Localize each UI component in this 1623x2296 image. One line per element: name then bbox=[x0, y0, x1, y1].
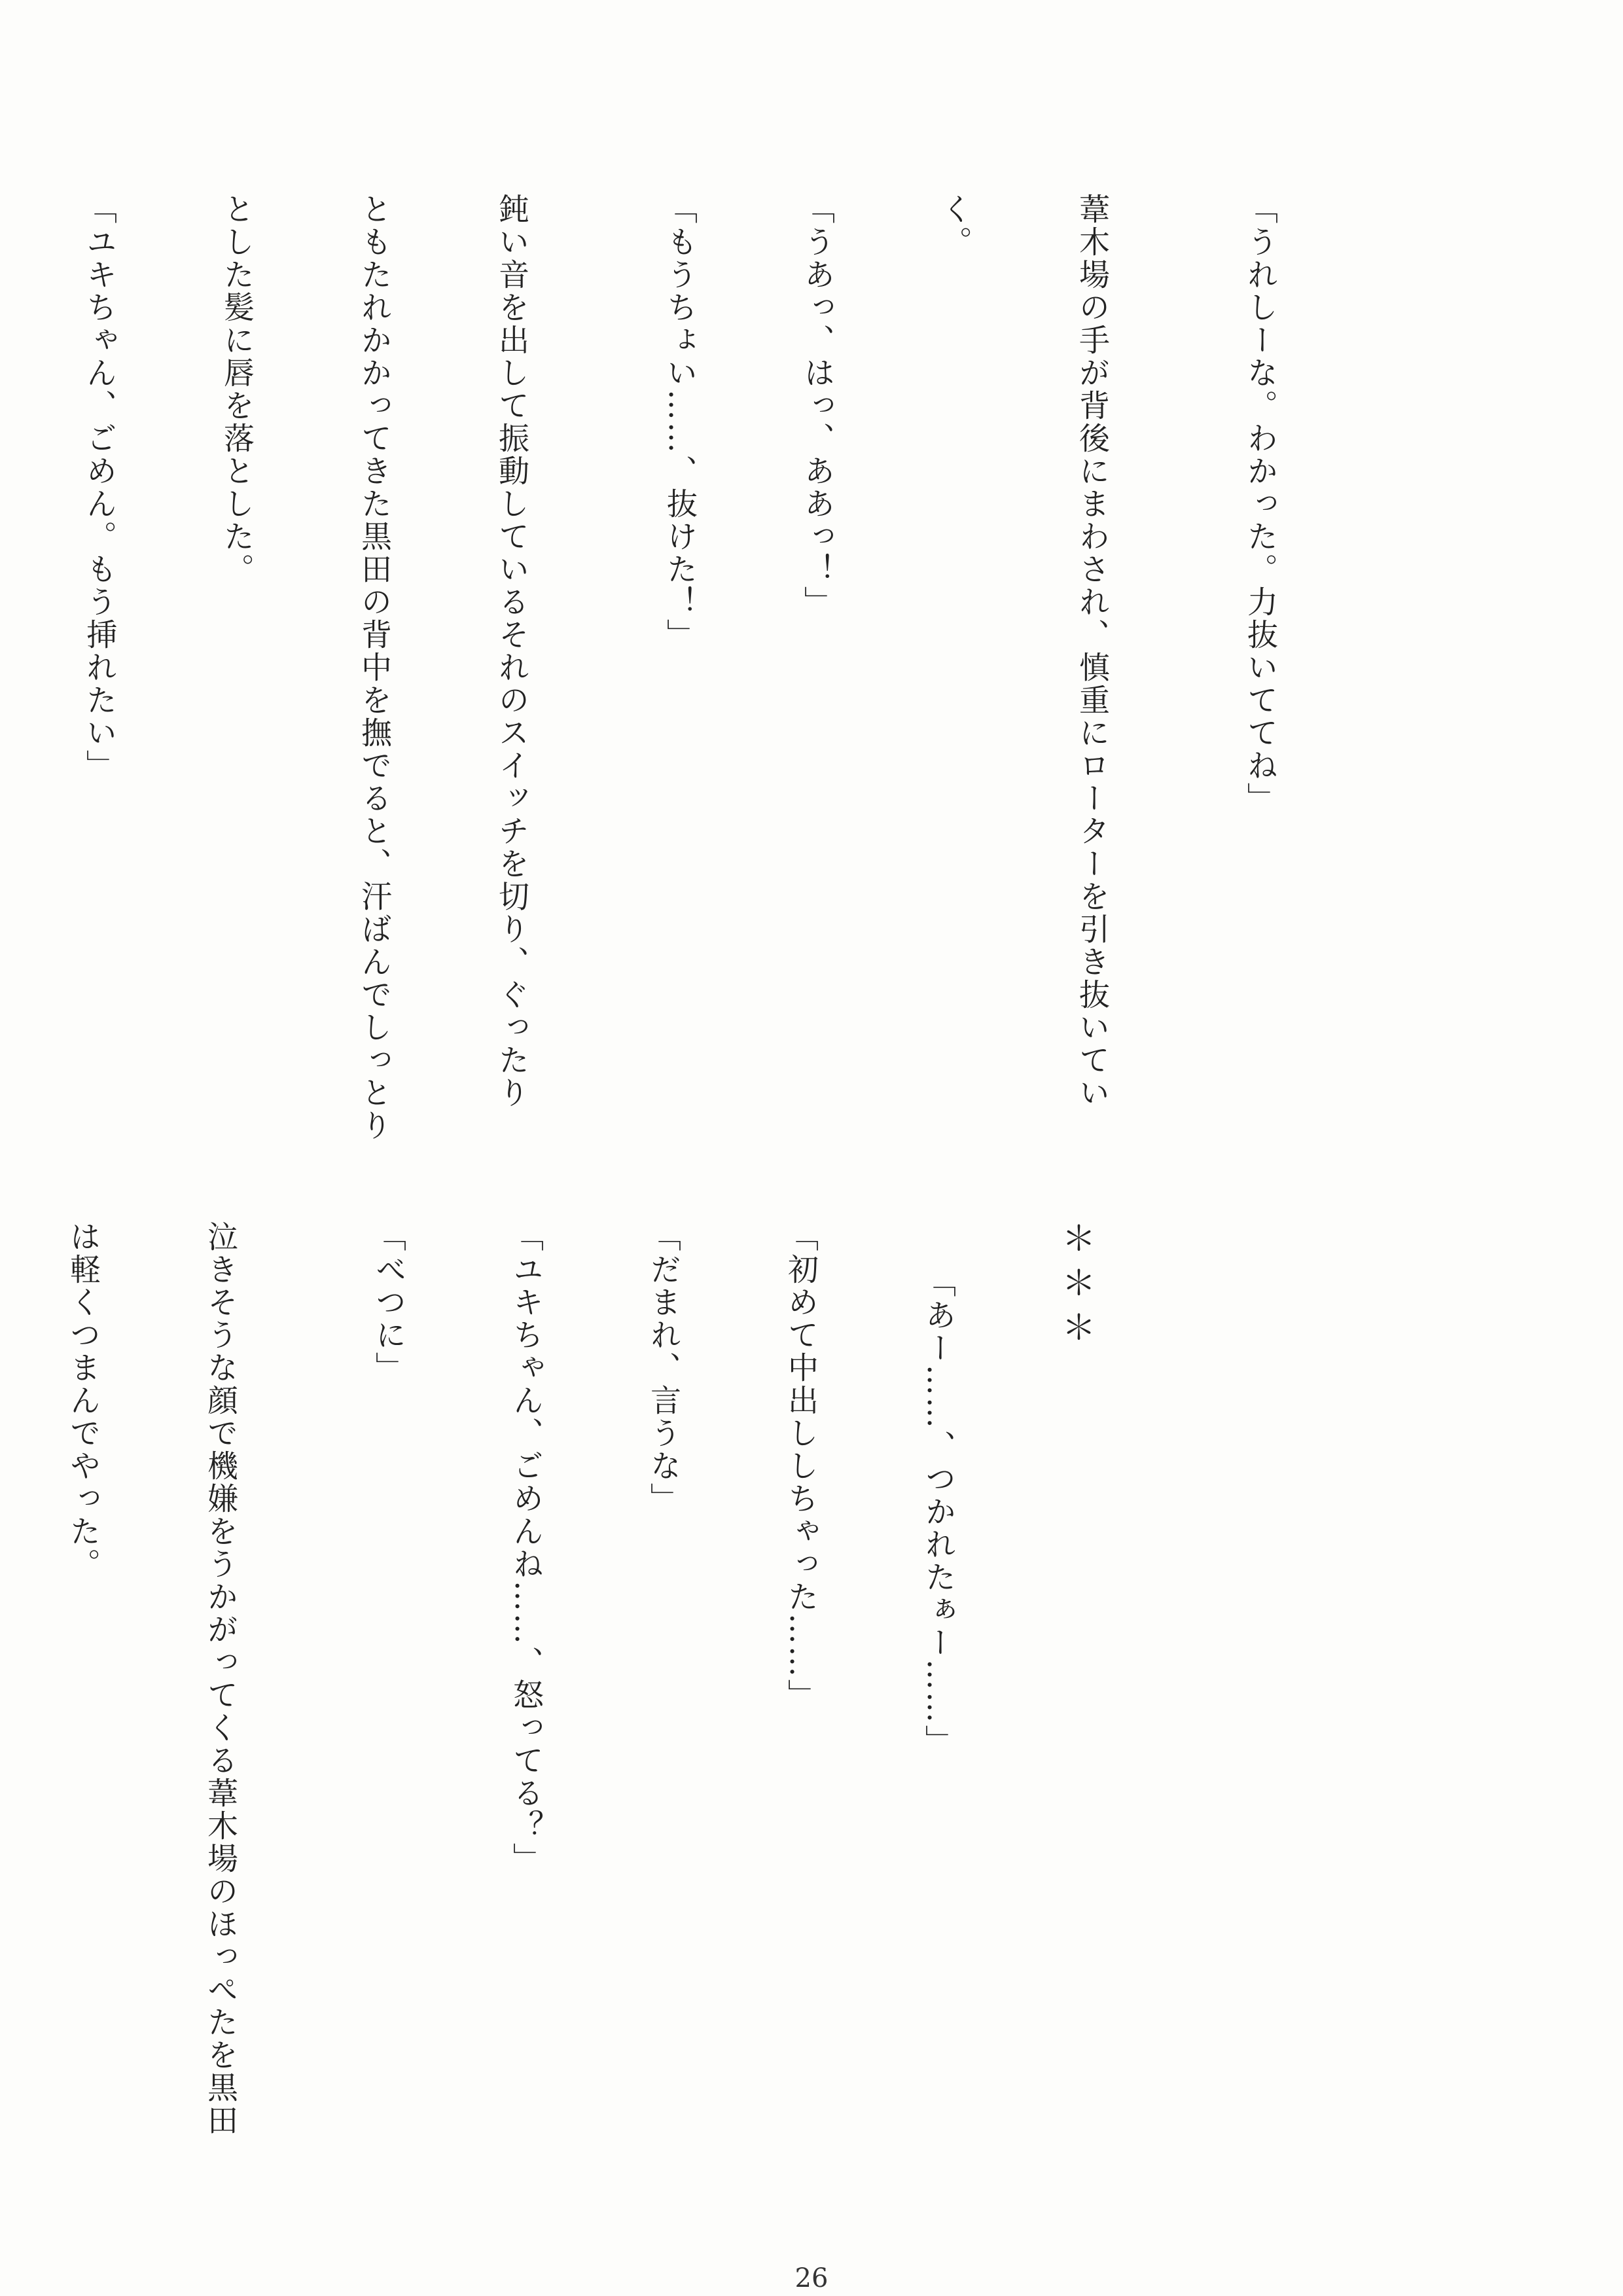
text-line: 「だまれ、言うな」 bbox=[645, 1221, 681, 1515]
text-line: 鈍い音を出して振動しているそれのスイッチを切り、ぐったり bbox=[493, 193, 529, 1109]
text-line: 「ユキちゃん、ごめん。もう挿れたい」 bbox=[81, 193, 117, 782]
text-line: は軽くつまんでやった。 bbox=[65, 1221, 101, 1581]
text-line: 「初めて中出ししちゃった……」 bbox=[783, 1221, 819, 1712]
page-number: 26 bbox=[794, 2263, 829, 2293]
text-line: とした髪に唇を落とした。 bbox=[219, 193, 255, 586]
text-line: 葦木場の手が背後にまわされ、慎重にローターを引き抜いてい bbox=[1074, 193, 1110, 1109]
upper-text-block bbox=[0, 193, 1374, 1201]
text-line: 「うあっ、はっ、ああっ！」 bbox=[799, 193, 835, 619]
scene-break: ＊＊＊ bbox=[1056, 1221, 1095, 1354]
text-line: 「ユキちゃん、ごめんね……、怒ってる？」 bbox=[508, 1221, 544, 1875]
text-line: 「うれしーな。わかった。力抜いててね」 bbox=[1242, 193, 1278, 815]
text-line: 「あー……、つかれたぁー……」 bbox=[920, 1266, 956, 1757]
text-line: 「べつに」 bbox=[370, 1221, 406, 1384]
text-line: 「もうちょい……、抜けた！」 bbox=[662, 193, 698, 651]
text-line: 泣きそうな顔で機嫌をうかがってくる葦木場のほっぺたを黒田 bbox=[202, 1221, 238, 2137]
lower-text-block bbox=[0, 1221, 1374, 2137]
text-line: ともたれかかってきた黒田の背中を撫でると、汗ばんでしっとり bbox=[356, 193, 392, 1142]
text-line: く。 bbox=[936, 193, 972, 259]
